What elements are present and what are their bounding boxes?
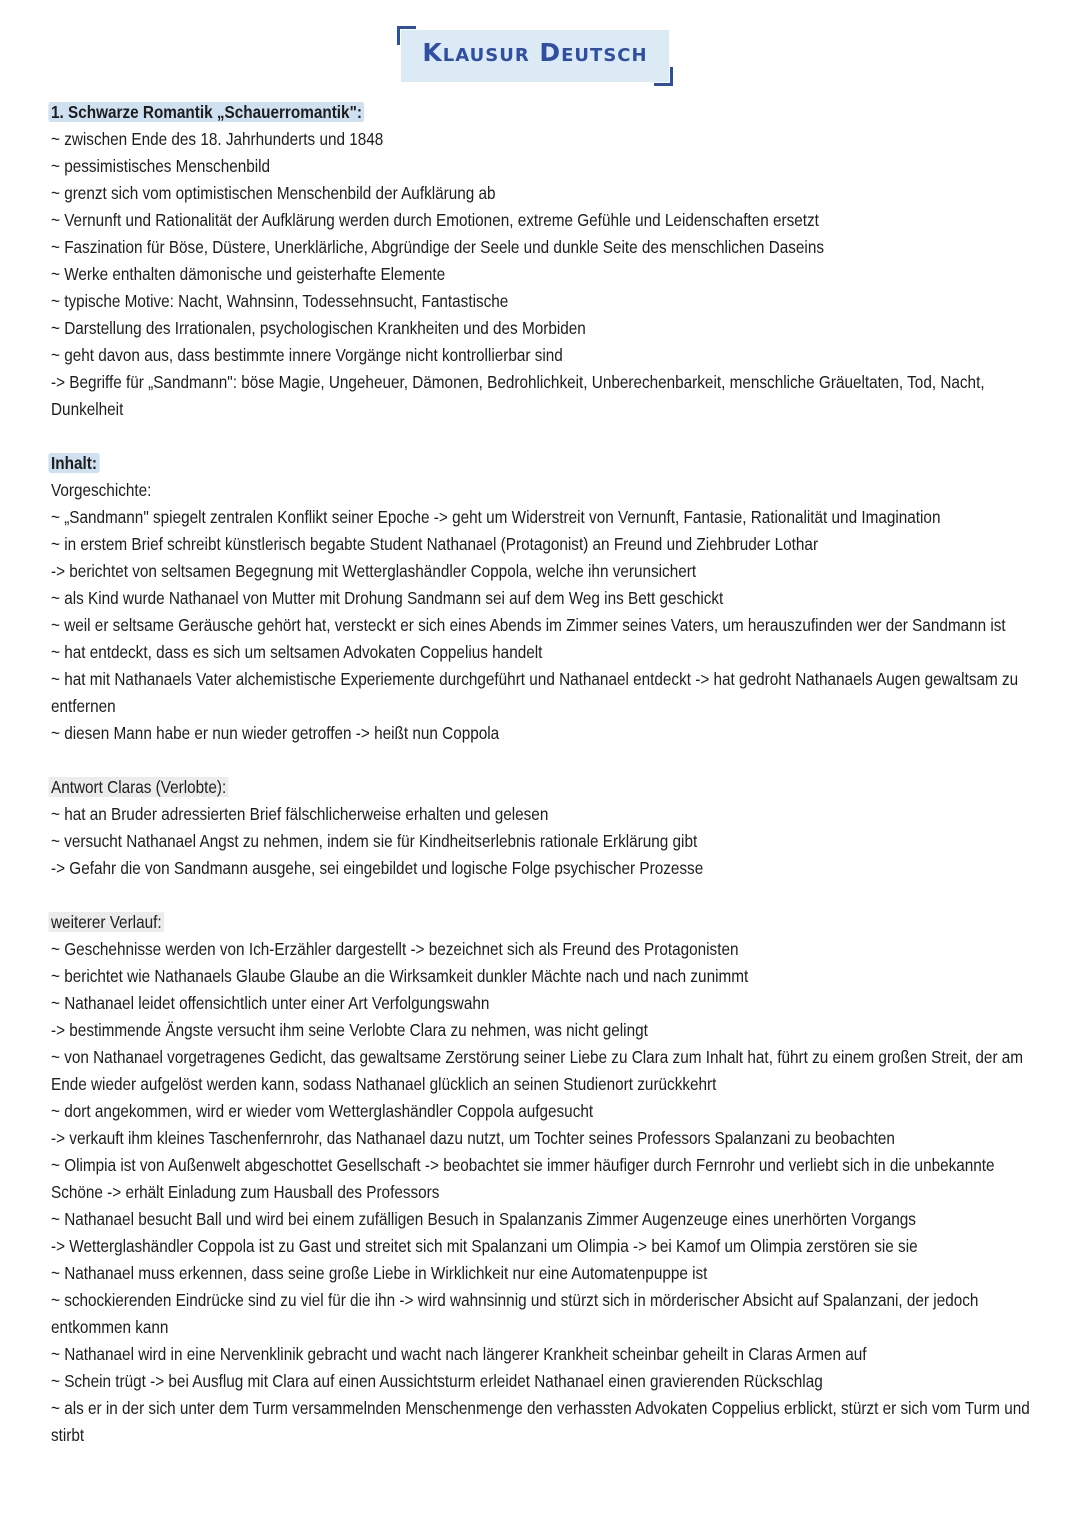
subsection-label: Antwort Claras (Verlobte): [48, 777, 228, 797]
list-item: ~ in erstem Brief schreibt künstlerisch begabte Student Nathanael (Protagonist) an Freund und Ziehbruder Lothar [51, 534, 819, 554]
list-item: ~ dort angekommen, wird er wieder vom Wetterglashändler Coppola aufgesucht [51, 1101, 594, 1121]
title-corner-bottom-right [654, 67, 673, 86]
list-item: ~ Geschehnisse werden von Ich-Erzähler dargestellt -> bezeichnet sich als Freund des Protagonisten [51, 939, 739, 959]
list-item: ~ von Nathanael vorgetragenes Gedicht, das gewaltsame Zerstörung seiner Liebe zu Clara zum Inhalt hat, führt zu einem großen Streit, der am Ende wieder aufgelöst werden kann, sodass Nathanael glücklich an seinen Studienort zurückkehrt [51, 1047, 1024, 1094]
list-item: ~ versucht Nathanael Angst zu nehmen, indem sie für Kindheitserlebnis rationale Erklärung gibt [51, 831, 698, 851]
section-heading: 1. Schwarze Romantik „Schauerromantik": [48, 102, 364, 122]
list-item: ~ diesen Mann habe er nun wieder getroffen -> heißt nun Coppola [51, 723, 500, 743]
list-item: -> bestimmende Ängste versucht ihm seine Verlobte Clara zu nehmen, was nicht gelingt [51, 1020, 648, 1040]
list-item: ~ Schein trügt -> bei Ausflug mit Clara auf einen Aussichtsturm erleidet Nathanael einen gravierenden Rückschlag [51, 1371, 823, 1391]
list-item: ~ weil er seltsame Geräusche gehört hat, versteckt er sich eines Abends im Zimmer seines Vaters, um herauszufinden wer der Sandmann ist [51, 615, 1006, 635]
section-inhalt [51, 450, 1036, 1449]
list-item: ~ hat an Bruder adressierten Brief fälschlicherweise erhalten und gelesen [51, 804, 549, 824]
list-item: ~ berichtet wie Nathanaels Glaube Glaube an die Wirksamkeit dunkler Mächte nach und nach zunimmt [51, 966, 749, 986]
list-item: ~ Darstellung des Irrationalen, psychologischen Krankheiten und des Morbiden [51, 318, 586, 338]
section-schwarze-romantik [51, 99, 1036, 423]
list-item: ~ typische Motive: Nacht, Wahnsinn, Todessehnsucht, Fantastische [51, 291, 509, 311]
list-item: ~ Werke enthalten dämonische und geisterhafte Elemente [51, 264, 446, 284]
list-item: ~ schockierenden Eindrücke sind zu viel für die ihn -> wird wahnsinnig und stürzt sich in mörderischer Absicht auf Spalanzani, der jedoch entkommen kann [51, 1290, 979, 1337]
list-item: -> Gefahr die von Sandmann ausgehe, sei eingebildet und logische Folge psychischer Prozesse [51, 858, 704, 878]
title-box [401, 30, 669, 82]
list-item: ~ Nathanael muss erkennen, dass seine große Liebe in Wirklichkeit nur eine Automatenpuppe ist [51, 1263, 708, 1283]
list-item: ~ hat mit Nathanaels Vater alchemistische Experiemente durchgeführt und Nathanael entdeckt -> hat gedroht Nathanaels Augen gewaltsam zu entfernen [51, 669, 1019, 716]
list-item: ~ „Sandmann" spiegelt zentralen Konflikt seiner Epoche -> geht um Widerstreit von Vernunft, Fantasie, Rationalität und Imagination [51, 507, 941, 527]
list-item: ~ Olimpia ist von Außenwelt abgeschottet Gesellschaft -> beobachtet sie immer häufiger durch Fernrohr und verliebt sich in die unbekannte Schöne -> erhält Einladung zum Hausball des Professors [51, 1155, 995, 1202]
list-item: ~ Nathanael wird in eine Nervenklinik gebracht und wacht nach längerer Krankheit scheinbar geheilt in Claras Armen auf [51, 1344, 867, 1364]
list-item: ~ als er in der sich unter dem Turm versammelnden Menschenmenge den verhassten Advokaten Coppelius erblickt, stürzt er sich vom Turm und stirbt [51, 1398, 1030, 1445]
list-item: ~ Nathanael besucht Ball und wird bei einem zufälligen Besuch in Spalanzanis Zimmer Augenzeuge eines unerhörten Vorgangs [51, 1209, 916, 1229]
list-item: -> Begriffe für „Sandmann": böse Magie, Ungeheuer, Dämonen, Bedrohlichkeit, Unberechenbarkeit, menschliche Gräueltaten, Tod, Nacht, Dunkelheit [51, 372, 985, 419]
list-item: ~ Nathanael leidet offensichtlich unter einer Art Verfolgungswahn [51, 993, 490, 1013]
subsection-label: Vorgeschichte: [51, 480, 152, 500]
list-item: ~ grenzt sich vom optimistischen Menschenbild der Aufklärung ab [51, 183, 496, 203]
document-content [51, 99, 1036, 1449]
subsection-label: weiterer Verlauf: [48, 912, 164, 932]
list-item: ~ als Kind wurde Nathanael von Mutter mit Drohung Sandmann sei auf dem Weg ins Bett geschickt [51, 588, 724, 608]
page-title: Klausur Deutsch [422, 38, 648, 67]
list-item: ~ pessimistisches Menschenbild [51, 156, 271, 176]
section-heading: Inhalt: [48, 453, 99, 473]
list-item: ~ Vernunft und Rationalität der Aufklärung werden durch Emotionen, extreme Gefühle und Leidenschaften ersetzt [51, 210, 819, 230]
list-item: ~ Faszination für Böse, Düstere, Unerklärliche, Abgründige der Seele und dunkle Seite des menschlichen Daseins [51, 237, 825, 257]
list-item: ~ hat entdeckt, dass es sich um seltsamen Advokaten Coppelius handelt [51, 642, 543, 662]
list-item: -> Wetterglashändler Coppola ist zu Gast und streitet sich mit Spalanzani um Olimpia -> bei Kamof um Olimpia zerstören sie sie [51, 1236, 918, 1256]
list-item: ~ geht davon aus, dass bestimmte innere Vorgänge nicht kontrollierbar sind [51, 345, 563, 365]
list-item: ~ zwischen Ende des 18. Jahrhunderts und 1848 [51, 129, 384, 149]
list-item: -> verkauft ihm kleines Taschenfernrohr, das Nathanael dazu nutzt, um Tochter seines Professors Spalanzani zu beobachten [51, 1128, 895, 1148]
list-item: -> berichtet von seltsamen Begegnung mit Wetterglashändler Coppola, welche ihn verunsichert [51, 561, 697, 581]
